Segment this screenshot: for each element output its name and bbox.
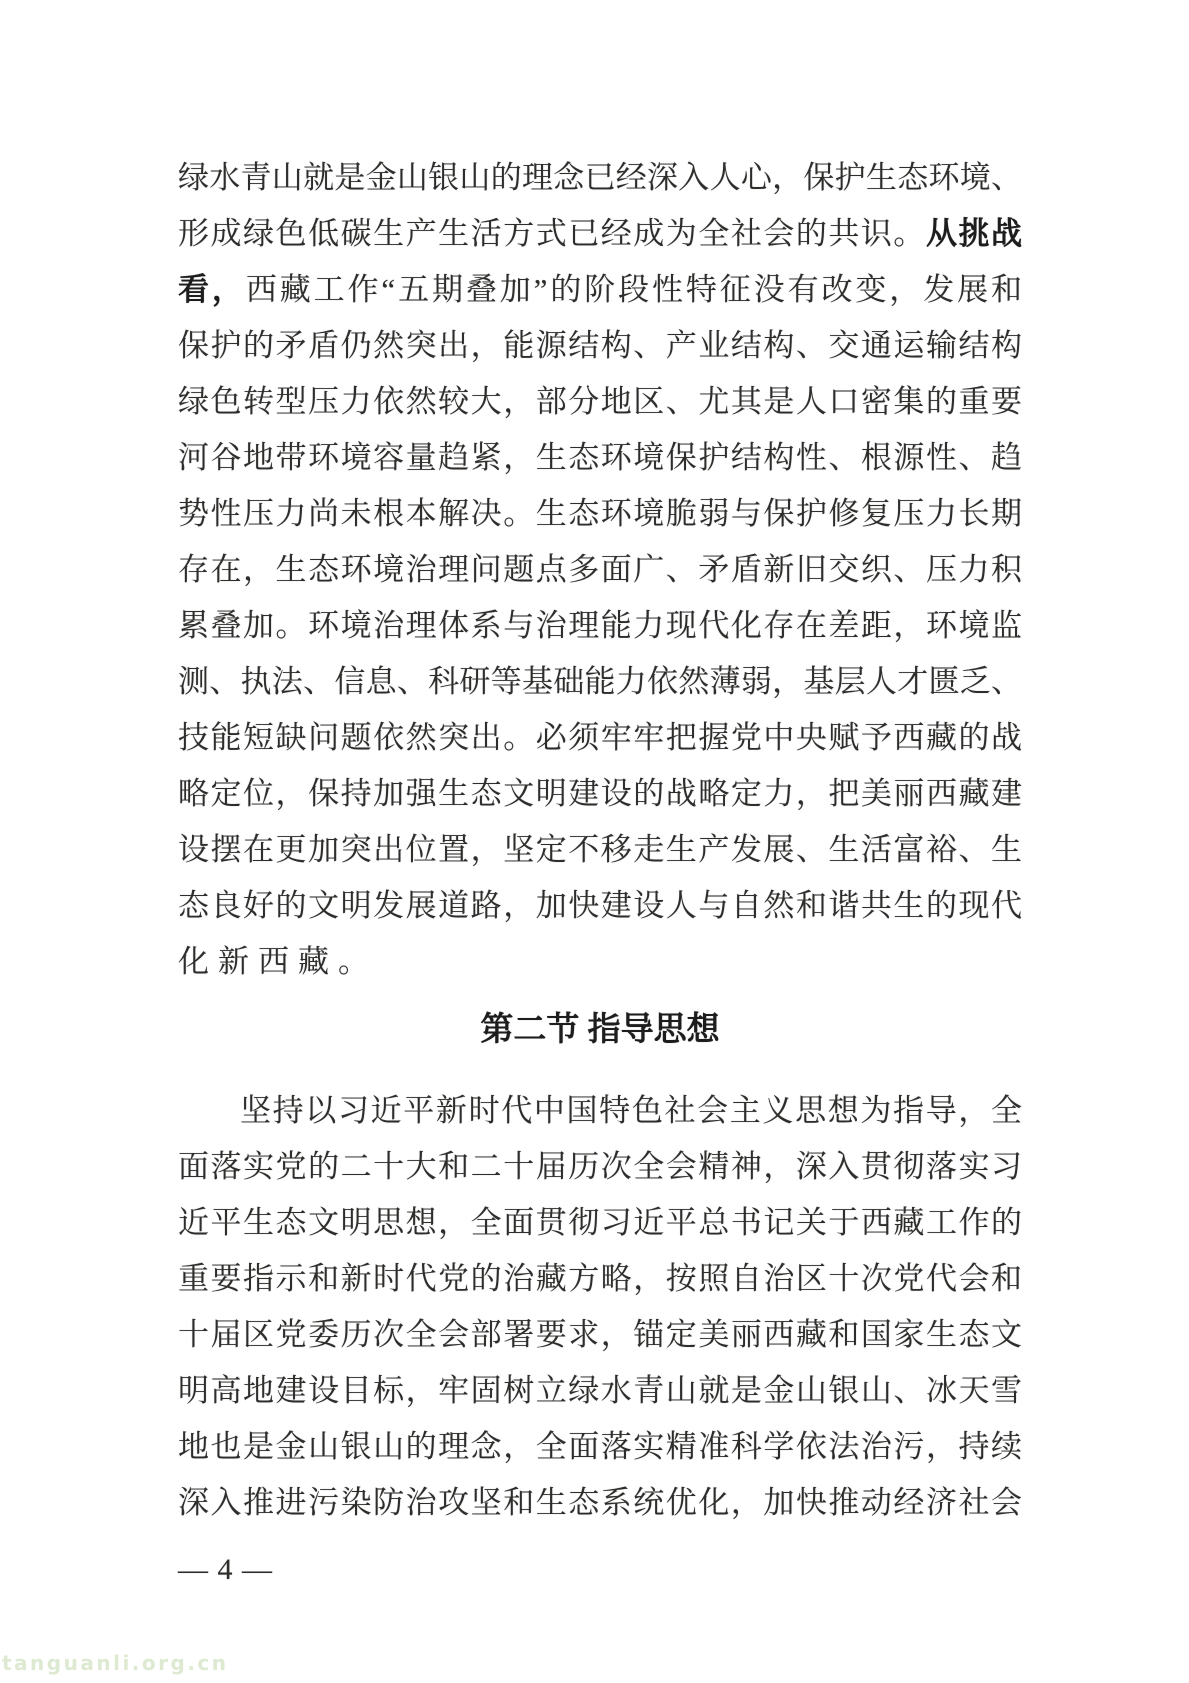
section-heading: 第二节 指导思想 xyxy=(480,1012,720,1048)
bold-text-segment: 从挑战 xyxy=(925,216,1023,251)
text-segment: 西藏工作“五期叠加”的阶段性特征没有改变，发展和 xyxy=(245,272,1022,307)
text-segment: 测、执法、信息、科研等基础能力依然薄弱，基层人才匮乏、 xyxy=(178,664,1022,699)
bold-text-segment: 看， xyxy=(178,272,246,307)
paragraph-2 xyxy=(178,1083,1022,1531)
text-line xyxy=(178,1083,1022,1139)
text-line xyxy=(178,318,1022,374)
text-segment: 深入推进污染防治攻坚和生态系统优化，加快推动经济社会 xyxy=(178,1485,1022,1520)
text-line xyxy=(178,1363,1022,1419)
text-segment: 近平生态文明思想，全面贯彻习近平总书记关于西藏工作的 xyxy=(178,1205,1022,1240)
page-number: — 4 — xyxy=(178,1553,273,1586)
text-line xyxy=(178,1251,1022,1307)
text-segment: 形成绿色低碳生产生活方式已经成为全社会的共识。 xyxy=(178,216,926,251)
text-segment: 存在，生态环境治理问题点多面广、矛盾新旧交织、压力积 xyxy=(178,552,1022,587)
text-line xyxy=(178,150,1022,206)
text-segment: 河谷地带环境容量趋紧，生态环境保护结构性、根源性、趋 xyxy=(178,440,1022,475)
watermark: tanguanli.org.cn xyxy=(2,1651,229,1675)
text-line xyxy=(178,878,1022,934)
text-segment: 地也是金山银山的理念，全面落实精准科学依法治污，持续 xyxy=(178,1429,1022,1464)
text-segment: 保护的矛盾仍然突出，能源结构、产业结构、交通运输结构 xyxy=(178,328,1022,363)
text-line xyxy=(178,486,1022,542)
text-segment: 绿水青山就是金山银山的理念已经深入人心，保护生态环境、 xyxy=(178,160,1022,195)
text-line xyxy=(178,710,1022,766)
text-segment: 明高地建设目标，牢固树立绿水青山就是金山银山、冰天雪 xyxy=(178,1373,1022,1408)
text-line xyxy=(178,1475,1022,1531)
text-segment: 重要指示和新时代党的治藏方略，按照自治区十次党代会和 xyxy=(178,1261,1022,1296)
text-line xyxy=(178,822,1022,878)
paragraph-1 xyxy=(178,150,1022,990)
text-line xyxy=(178,1307,1022,1363)
text-line xyxy=(178,206,1022,262)
text-line xyxy=(178,934,1022,990)
text-line xyxy=(178,262,1022,318)
text-line xyxy=(178,430,1022,486)
text-segment: 态良好的文明发展道路，加快建设人与自然和谐共生的现代 xyxy=(178,888,1022,923)
text-segment: 略定位，保持加强生态文明建设的战略定力，把美丽西藏建 xyxy=(178,776,1022,811)
text-line xyxy=(178,654,1022,710)
text-segment: 化新西藏。 xyxy=(178,944,378,979)
text-segment: 十届区党委历次全会部署要求，锚定美丽西藏和国家生态文 xyxy=(178,1317,1022,1352)
text-segment: 绿色转型压力依然较大，部分地区、尤其是人口密集的重要 xyxy=(178,384,1022,419)
text-line xyxy=(178,374,1022,430)
text-segment: 势性压力尚未根本解决。生态环境脆弱与保护修复压力长期 xyxy=(178,496,1022,531)
text-line xyxy=(178,1195,1022,1251)
text-segment: 坚持以习近平新时代中国特色社会主义思想为指导，全 xyxy=(240,1093,1022,1128)
text-line xyxy=(178,598,1022,654)
text-line xyxy=(178,1139,1022,1195)
text-line xyxy=(178,542,1022,598)
text-segment: 设摆在更加突出位置，坚定不移走生产发展、生活富裕、生 xyxy=(178,832,1022,867)
text-segment: 累叠加。环境治理体系与治理能力现代化存在差距，环境监 xyxy=(178,608,1022,643)
text-segment: 面落实党的二十大和二十届历次全会精神，深入贯彻落实习 xyxy=(178,1149,1022,1184)
text-segment: 技能短缺问题依然突出。必须牢牢把握党中央赋予西藏的战 xyxy=(178,720,1022,755)
text-line xyxy=(178,766,1022,822)
text-line xyxy=(178,1419,1022,1475)
